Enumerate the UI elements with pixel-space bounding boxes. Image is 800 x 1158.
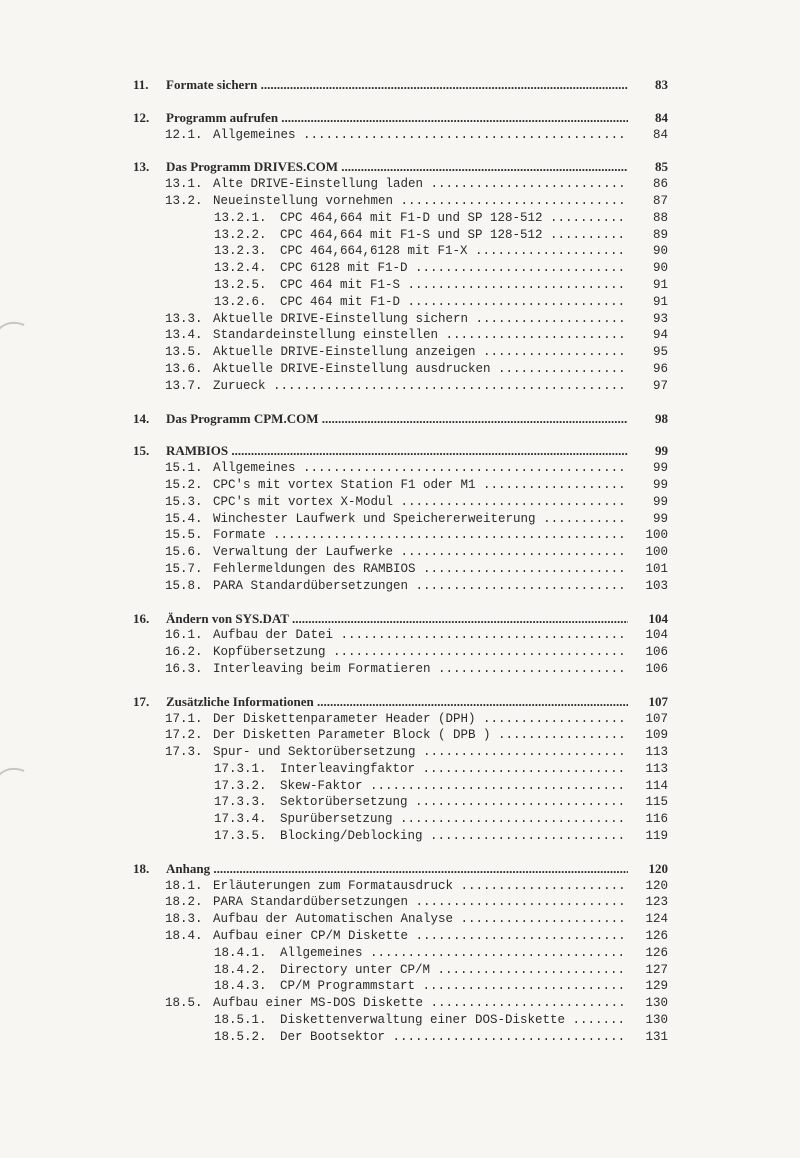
toc-entry-title: Interleaving beim Formatieren ..... [213, 662, 628, 676]
toc-entry-title: Aktuelle DRIVE-Einstellung anzeigen ..... [213, 345, 628, 359]
toc-subsection [0, 894, 800, 911]
toc-entry-label [214, 761, 628, 778]
toc-entry-page: 95 [628, 344, 668, 361]
toc-entry-page: 99 [628, 443, 668, 460]
toc-subsection [0, 644, 800, 661]
toc-entry-title: CPC 464 mit F1-D ..... [280, 295, 628, 309]
toc-chapter [0, 611, 800, 628]
toc-entry-page: 96 [628, 361, 668, 378]
toc-entry-label [165, 711, 628, 728]
toc-subsubsection [0, 945, 800, 962]
toc-entry-label [165, 344, 628, 361]
toc-entry-page: 85 [628, 159, 668, 176]
toc-entry-number: 17. [133, 693, 150, 709]
toc-entry-title: Diskettenverwaltung einer DOS-Diskette ..... [280, 1013, 628, 1027]
toc-section [0, 611, 800, 678]
toc-entry-label [165, 578, 628, 595]
toc-entry-title: CPC 464,664,6128 mit F1-X ..... [280, 244, 628, 258]
toc-entry-label [165, 878, 628, 895]
toc-entry-title: Neueinstellung vornehmen ..... [213, 194, 628, 208]
toc-entry-title: Anhang ..... [166, 861, 628, 876]
toc-entry-label [165, 928, 628, 945]
toc-subsection [0, 344, 800, 361]
toc-subsubsection [0, 227, 800, 244]
toc-entry-title: Das Programm CPM.COM ..... [166, 411, 628, 426]
toc-entry-label [214, 962, 628, 979]
toc-subsection [0, 127, 800, 144]
toc-entry-number: 17.3.4. [214, 812, 267, 827]
toc-entry-number: 15.7. [165, 561, 203, 576]
toc-entry-title: CPC's mit vortex Station F1 oder M1 ..... [213, 478, 628, 492]
toc-entry-label [214, 210, 628, 227]
toc-entry-page: 119 [628, 828, 668, 845]
toc-entry-title: CPC's mit vortex X-Modul ..... [213, 495, 628, 509]
toc-entry-label [165, 460, 628, 477]
toc-entry-page: 88 [628, 210, 668, 227]
toc-entry-title: Aufbau einer CP/M Diskette ..... [213, 929, 628, 943]
toc-subsubsection [0, 277, 800, 294]
toc-entry-page: 93 [628, 311, 668, 328]
toc-entry-page: 120 [628, 878, 668, 895]
toc-subsubsection [0, 794, 800, 811]
toc-entry-title: Aktuelle DRIVE-Einstellung sichern ..... [213, 312, 628, 326]
toc-subsection [0, 727, 800, 744]
toc-entry-title: CP/M Programmstart ..... [280, 979, 628, 993]
toc-entry-title: PARA Standardübersetzungen ..... [213, 579, 628, 593]
toc-entry-title: Erläuterungen zum Formatausdruck ..... [213, 879, 628, 893]
toc-entry-title: Zusätzliche Informationen ..... [166, 694, 628, 709]
toc-entry-number: 13.4. [165, 328, 203, 343]
toc-entry-label [165, 744, 628, 761]
toc-entry-number: 12.1. [165, 127, 203, 142]
toc-entry-label [214, 1012, 628, 1029]
toc-entry-number: 17.3.2. [214, 778, 267, 793]
toc-subsection [0, 511, 800, 528]
toc-section [0, 77, 800, 94]
toc-entry-number: 16.3. [165, 661, 203, 676]
toc-entry-page: 91 [628, 294, 668, 311]
toc-subsubsection [0, 978, 800, 995]
toc-entry-label [133, 611, 628, 628]
toc-entry-number: 17.3.3. [214, 795, 267, 810]
toc-entry-page: 100 [628, 544, 668, 561]
toc-entry-number: 12. [133, 109, 150, 125]
toc-entry-page: 86 [628, 176, 668, 193]
toc-entry-label [133, 443, 628, 460]
toc-entry-number: 13.6. [165, 361, 203, 376]
toc-entry-label [133, 411, 628, 428]
toc-chapter [0, 694, 800, 711]
toc-subsection [0, 544, 800, 561]
toc-entry-number: 18.2. [165, 895, 203, 910]
toc-subsubsection [0, 811, 800, 828]
toc-entry-label [214, 794, 628, 811]
toc-entry-label [165, 193, 628, 210]
toc-entry-number: 15. [133, 443, 150, 459]
toc-entry-number: 15.6. [165, 545, 203, 560]
toc-entry-number: 13.2.1. [214, 210, 267, 225]
toc-entry-page: 124 [628, 911, 668, 928]
toc-entry-page: 113 [628, 761, 668, 778]
toc-entry-label [165, 176, 628, 193]
toc-subsubsection [0, 778, 800, 795]
toc-entry-page: 103 [628, 578, 668, 595]
toc-entry-page: 130 [628, 995, 668, 1012]
toc-entry-number: 14. [133, 410, 150, 426]
toc-entry-title: Aufbau der Automatischen Analyse ..... [213, 912, 628, 926]
toc-entry-page: 84 [628, 127, 668, 144]
toc-entry-number: 13.7. [165, 378, 203, 393]
toc-subsubsection [0, 243, 800, 260]
toc-entry-number: 15.3. [165, 494, 203, 509]
toc-entry-title: RAMBIOS ..... [166, 443, 628, 458]
toc-entry-label [214, 811, 628, 828]
toc-entry-title: Das Programm DRIVES.COM ..... [166, 159, 628, 174]
toc-entry-title: Kopfübersetzung ..... [213, 645, 628, 659]
toc-entry-page: 84 [628, 110, 668, 127]
toc-entry-number: 13.2.4. [214, 261, 267, 276]
toc-section [0, 443, 800, 594]
toc-entry-page: 115 [628, 794, 668, 811]
toc-subsection [0, 661, 800, 678]
toc-entry-label [214, 828, 628, 845]
toc-entry-number: 15.5. [165, 528, 203, 543]
toc-entry-label [214, 227, 628, 244]
toc-subsection [0, 878, 800, 895]
toc-entry-title: Programm aufrufen ..... [166, 110, 628, 125]
toc-subsection [0, 477, 800, 494]
toc-entry-label [214, 978, 628, 995]
toc-entry-title: Formate ..... [213, 528, 628, 542]
toc-subsubsection [0, 828, 800, 845]
toc-entry-number: 15.2. [165, 477, 203, 492]
toc-entry-number: 17.2. [165, 728, 203, 743]
toc-entry-title: Allgemeines ..... [213, 461, 628, 475]
toc-entry-title: Aktuelle DRIVE-Einstellung ausdrucken ..... [213, 362, 628, 376]
toc-subsection [0, 311, 800, 328]
toc-entry-label [165, 627, 628, 644]
toc-entry-label [165, 511, 628, 528]
toc-entry-number: 13.2. [165, 193, 203, 208]
toc-entry-number: 18.4. [165, 929, 203, 944]
toc-subsection [0, 627, 800, 644]
toc-entry-page: 129 [628, 978, 668, 995]
toc-entry-title: Zurueck ..... [213, 379, 628, 393]
toc-entry-label [165, 378, 628, 395]
toc-entry-title: Standardeinstellung einstellen ..... [213, 328, 628, 342]
toc-entry-page: 106 [628, 661, 668, 678]
toc-entry-page: 91 [628, 277, 668, 294]
toc-subsubsection [0, 294, 800, 311]
toc-entry-title: Blocking/Deblocking ..... [280, 829, 628, 843]
toc-entry-number: 18.3. [165, 912, 203, 927]
toc-entry-page: 114 [628, 778, 668, 795]
toc-entry-title: Formate sichern ..... [166, 77, 628, 92]
toc-subsection [0, 995, 800, 1012]
toc-entry-title: Aufbau der Datei ..... [213, 628, 628, 642]
toc-entry-number: 18.5.2. [214, 1029, 267, 1044]
toc-chapter [0, 159, 800, 176]
toc-entry-title: Allgemeines ..... [280, 946, 628, 960]
toc-entry-page: 99 [628, 511, 668, 528]
toc-entry-page: 130 [628, 1012, 668, 1029]
toc-section [0, 159, 800, 394]
toc-entry-page: 109 [628, 727, 668, 744]
toc-subsubsection [0, 761, 800, 778]
toc-entry-number: 17.3. [165, 745, 203, 760]
toc-entry-label [165, 661, 628, 678]
toc-entry-number: 18.4.3. [214, 979, 267, 994]
toc-subsubsection [0, 1029, 800, 1046]
toc-entry-title: CPC 464,664 mit F1-D und SP 128-512 ..... [280, 211, 628, 225]
toc-entry-number: 15.8. [165, 578, 203, 593]
toc-entry-number: 16.1. [165, 628, 203, 643]
toc-entry-page: 83 [628, 77, 668, 94]
toc-entry-title: Aufbau einer MS-DOS Diskette ..... [213, 996, 628, 1010]
toc-entry-label [165, 561, 628, 578]
toc-entry-title: Sektorübersetzung ..... [280, 795, 628, 809]
toc-entry-title: Spurübersetzung ..... [280, 812, 628, 826]
toc-entry-number: 18.4.1. [214, 945, 267, 960]
toc-entry-number: 18.1. [165, 878, 203, 893]
toc-subsection [0, 561, 800, 578]
toc-subsection [0, 744, 800, 761]
table-of-contents [0, 77, 800, 1062]
toc-entry-page: 99 [628, 494, 668, 511]
toc-entry-page: 90 [628, 243, 668, 260]
toc-entry-label [133, 110, 628, 127]
toc-entry-page: 126 [628, 945, 668, 962]
toc-entry-page: 94 [628, 327, 668, 344]
toc-subsection [0, 193, 800, 210]
toc-entry-number: 18.5.1. [214, 1013, 267, 1028]
toc-entry-number: 15.4. [165, 511, 203, 526]
toc-entry-label [165, 911, 628, 928]
toc-entry-number: 11. [133, 77, 149, 92]
toc-entry-label [165, 727, 628, 744]
toc-entry-number: 17.1. [165, 711, 203, 726]
toc-chapter [0, 110, 800, 127]
toc-entry-number: 13.2.3. [214, 244, 267, 259]
toc-section [0, 110, 800, 144]
toc-entry-page: 126 [628, 928, 668, 945]
toc-entry-label [165, 361, 628, 378]
toc-entry-title: CPC 464 mit F1-S ..... [280, 278, 628, 292]
toc-section [0, 861, 800, 1046]
toc-entry-label [214, 277, 628, 294]
toc-entry-label [165, 327, 628, 344]
toc-entry-page: 87 [628, 193, 668, 210]
toc-entry-number: 18. [133, 860, 150, 876]
toc-entry-label [165, 494, 628, 511]
toc-entry-number: 18.5. [165, 996, 203, 1011]
toc-entry-page: 116 [628, 811, 668, 828]
toc-entry-label [214, 778, 628, 795]
toc-entry-title: Fehlermeldungen des RAMBIOS ..... [213, 562, 628, 576]
toc-entry-label [214, 294, 628, 311]
toc-entry-number: 16.2. [165, 645, 203, 660]
toc-entry-page: 113 [628, 744, 668, 761]
toc-entry-page: 89 [628, 227, 668, 244]
toc-entry-title: CPC 464,664 mit F1-S und SP 128-512 ..... [280, 228, 628, 242]
toc-subsection [0, 327, 800, 344]
toc-entry-label [165, 995, 628, 1012]
toc-entry-number: 13.2.5. [214, 277, 267, 292]
toc-subsection [0, 176, 800, 193]
toc-entry-number: 13.2.2. [214, 227, 267, 242]
toc-entry-page: 98 [628, 411, 668, 428]
toc-subsection [0, 911, 800, 928]
toc-entry-page: 107 [628, 694, 668, 711]
toc-entry-title: Der Disketten Parameter Block ( DPB ) ..... [213, 728, 628, 742]
toc-entry-label [165, 894, 628, 911]
toc-entry-number: 13.3. [165, 311, 203, 326]
toc-subsection [0, 460, 800, 477]
toc-section [0, 694, 800, 845]
toc-subsubsection [0, 260, 800, 277]
toc-entry-title: Winchester Laufwerk und Speichererweiterung ..... [213, 512, 628, 526]
toc-subsubsection [0, 962, 800, 979]
toc-entry-page: 123 [628, 894, 668, 911]
toc-entry-page: 99 [628, 477, 668, 494]
toc-entry-number: 13.2.6. [214, 294, 267, 309]
toc-chapter [0, 861, 800, 878]
toc-entry-page: 90 [628, 260, 668, 277]
toc-entry-title: Alte DRIVE-Einstellung laden ..... [213, 177, 628, 191]
toc-entry-title: Directory unter CP/M ..... [280, 963, 628, 977]
toc-subsubsection [0, 210, 800, 227]
toc-entry-number: 13. [133, 159, 150, 175]
toc-chapter [0, 77, 800, 94]
toc-subsection [0, 378, 800, 395]
toc-entry-label [165, 527, 628, 544]
toc-entry-label [165, 127, 628, 144]
toc-entry-page: 99 [628, 460, 668, 477]
toc-entry-title: Ändern von SYS.DAT ..... [166, 611, 628, 626]
toc-entry-title: Der Bootsektor ..... [280, 1030, 628, 1044]
toc-entry-title: Der Diskettenparameter Header (DPH) ..... [213, 712, 628, 726]
toc-entry-page: 100 [628, 527, 668, 544]
toc-subsection [0, 527, 800, 544]
toc-entry-label [214, 243, 628, 260]
toc-entry-number: 17.3.1. [214, 761, 267, 776]
toc-entry-title: PARA Standardübersetzungen ..... [213, 895, 628, 909]
toc-entry-label [214, 1029, 628, 1046]
toc-entry-page: 127 [628, 962, 668, 979]
toc-entry-label [165, 644, 628, 661]
toc-entry-title: Interleavingfaktor ..... [280, 762, 628, 776]
toc-entry-title: CPC 6128 mit F1-D ..... [280, 261, 628, 275]
toc-entry-label [165, 311, 628, 328]
toc-entry-number: 13.5. [165, 345, 203, 360]
toc-entry-title: Skew-Faktor ..... [280, 779, 628, 793]
toc-section [0, 411, 800, 428]
toc-entry-number: 17.3.5. [214, 829, 267, 844]
toc-subsection [0, 361, 800, 378]
toc-entry-page: 106 [628, 644, 668, 661]
toc-entry-page: 104 [628, 627, 668, 644]
toc-chapter [0, 411, 800, 428]
toc-entry-label [165, 477, 628, 494]
toc-entry-page: 131 [628, 1029, 668, 1046]
toc-entry-page: 120 [628, 861, 668, 878]
toc-entry-number: 13.1. [165, 177, 203, 192]
toc-entry-label [214, 260, 628, 277]
toc-entry-title: Spur- und Sektorübersetzung ..... [213, 745, 628, 759]
toc-entry-number: 16. [133, 610, 150, 626]
toc-entry-number: 15.1. [165, 461, 203, 476]
toc-entry-label [133, 861, 628, 878]
toc-entry-label [214, 945, 628, 962]
toc-entry-label [133, 694, 628, 711]
toc-entry-label [133, 159, 628, 176]
toc-subsubsection [0, 1012, 800, 1029]
toc-chapter [0, 443, 800, 460]
toc-subsection [0, 711, 800, 728]
toc-entry-label [165, 544, 628, 561]
toc-entry-title: Verwaltung der Laufwerke ..... [213, 545, 628, 559]
toc-entry-title: Allgemeines ..... [213, 128, 628, 142]
toc-entry-page: 101 [628, 561, 668, 578]
toc-entry-label [133, 77, 628, 94]
toc-subsection [0, 494, 800, 511]
toc-entry-page: 107 [628, 711, 668, 728]
toc-entry-page: 97 [628, 378, 668, 395]
toc-subsection [0, 578, 800, 595]
toc-entry-number: 18.4.2. [214, 962, 267, 977]
toc-subsection [0, 928, 800, 945]
toc-entry-page: 104 [628, 611, 668, 628]
